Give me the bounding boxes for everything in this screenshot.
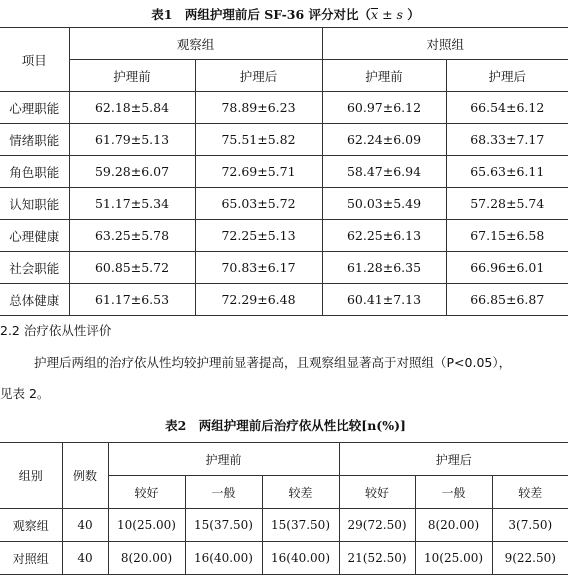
mean-symbol: x: [371, 7, 379, 22]
paragraph-line-2: 见表 2。: [0, 386, 50, 401]
cell-after-average: 8(20.00): [415, 509, 492, 542]
cell-after-poor: 9(22.50): [492, 542, 568, 575]
cell-after-good: 21(52.50): [339, 542, 415, 575]
header-ctrl-after: 护理后: [446, 60, 568, 92]
row-label: 心理健康: [0, 220, 69, 252]
row-label: 情绪职能: [0, 124, 69, 156]
cell-obs-after: 72.25±5.13: [195, 220, 322, 252]
header-control-group: 对照组: [322, 28, 568, 60]
cell-count: 40: [62, 509, 108, 542]
header-item: 项目: [0, 28, 69, 92]
sd-symbol: s: [396, 7, 403, 22]
row-label: 认知职能: [0, 188, 69, 220]
cell-obs-before: 63.25±5.78: [69, 220, 195, 252]
row-label: 角色职能: [0, 156, 69, 188]
header-ctrl-before: 护理前: [322, 60, 446, 92]
sf36-score-table: [0, 27, 568, 316]
table-row: [0, 92, 568, 124]
header-group: 组别: [0, 443, 62, 509]
plus-minus-symbol: ±: [378, 7, 397, 22]
header-obs-after: 护理后: [195, 60, 322, 92]
paragraph-line-1: 护理后两组的治疗依从性均较护理前显著提高，且观察组显著高于对照组（P<0.05），: [34, 355, 512, 370]
header-before-average: 一般: [185, 476, 262, 509]
cell-ctrl-before: 58.47±6.94: [322, 156, 446, 188]
cell-before-poor: 15(37.50): [262, 509, 339, 542]
table1-caption: [0, 5, 571, 23]
table1-caption-text: 表1 两组护理前后 SF-36 评分对比（: [151, 7, 372, 22]
cell-obs-before: 61.79±5.13: [69, 124, 195, 156]
cell-obs-before: 59.28±6.07: [69, 156, 195, 188]
cell-obs-after: 75.51±5.82: [195, 124, 322, 156]
table-row: [0, 284, 568, 316]
cell-obs-before: 61.17±6.53: [69, 284, 195, 316]
row-label: 社会职能: [0, 252, 69, 284]
cell-ctrl-after: 68.33±7.17: [446, 124, 568, 156]
cell-after-good: 29(72.50): [339, 509, 415, 542]
cell-ctrl-before: 60.97±6.12: [322, 92, 446, 124]
cell-obs-after: 65.03±5.72: [195, 188, 322, 220]
compliance-table: [0, 442, 568, 575]
cell-ctrl-before: 62.24±6.09: [322, 124, 446, 156]
cell-ctrl-before: 62.25±6.13: [322, 220, 446, 252]
cell-ctrl-after: 66.85±6.87: [446, 284, 568, 316]
header-count: 例数: [62, 443, 108, 509]
row-label: 总体健康: [0, 284, 69, 316]
cell-obs-before: 62.18±5.84: [69, 92, 195, 124]
cell-before-average: 16(40.00): [185, 542, 262, 575]
cell-after-poor: 3(7.50): [492, 509, 568, 542]
cell-obs-before: 51.17±5.34: [69, 188, 195, 220]
cell-before-average: 15(37.50): [185, 509, 262, 542]
cell-ctrl-after: 66.54±6.12: [446, 92, 568, 124]
cell-ctrl-after: 57.28±5.74: [446, 188, 568, 220]
table1-caption-close: ）: [402, 7, 420, 22]
cell-obs-after: 72.69±5.71: [195, 156, 322, 188]
cell-ctrl-after: 66.96±6.01: [446, 252, 568, 284]
header-observation-group: 观察组: [69, 28, 322, 60]
row-group: 观察组: [0, 509, 62, 542]
cell-ctrl-before: 60.41±7.13: [322, 284, 446, 316]
table-row: [0, 156, 568, 188]
table-row: [0, 220, 568, 252]
row-group: 对照组: [0, 542, 62, 575]
header-after-average: 一般: [415, 476, 492, 509]
table-row: [0, 542, 568, 575]
table-row: [0, 124, 568, 156]
cell-ctrl-after: 67.15±6.58: [446, 220, 568, 252]
cell-obs-after: 78.89±6.23: [195, 92, 322, 124]
cell-obs-after: 70.83±6.17: [195, 252, 322, 284]
header-before-good: 较好: [108, 476, 185, 509]
table-row: [0, 509, 568, 542]
header-after-poor: 较差: [492, 476, 568, 509]
cell-count: 40: [62, 542, 108, 575]
cell-obs-before: 60.85±5.72: [69, 252, 195, 284]
row-label: 心理职能: [0, 92, 69, 124]
cell-ctrl-before: 61.28±6.35: [322, 252, 446, 284]
table-row: [0, 252, 568, 284]
table-row: [0, 188, 568, 220]
cell-before-good: 8(20.00): [108, 542, 185, 575]
header-after-good: 较好: [339, 476, 415, 509]
cell-obs-after: 72.29±6.48: [195, 284, 322, 316]
header-after: 护理后: [339, 443, 568, 476]
cell-ctrl-after: 65.63±6.11: [446, 156, 568, 188]
header-before-poor: 较差: [262, 476, 339, 509]
cell-ctrl-before: 50.03±5.49: [322, 188, 446, 220]
cell-before-good: 10(25.00): [108, 509, 185, 542]
section-title: 2.2 治疗依从性评价: [0, 323, 112, 338]
cell-after-average: 10(25.00): [415, 542, 492, 575]
cell-before-poor: 16(40.00): [262, 542, 339, 575]
header-before: 护理前: [108, 443, 339, 476]
header-obs-before: 护理前: [69, 60, 195, 92]
table2-caption: 表2 两组护理前后治疗依从性比较[n(%)]: [165, 418, 406, 433]
